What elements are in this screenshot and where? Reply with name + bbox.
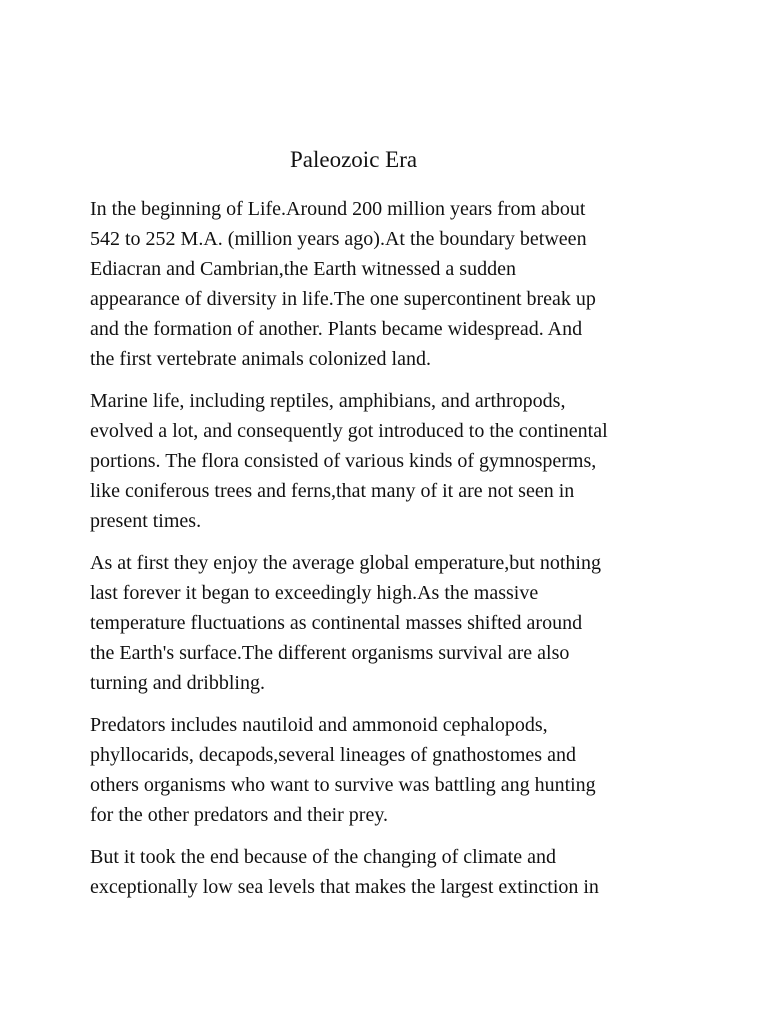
text-line: But it took the end because of the changing of climate and <box>90 846 556 868</box>
text-line: exceptionally low sea levels that makes the largest extinction in <box>90 876 599 898</box>
paragraph-4 <box>90 710 690 830</box>
text-line: and the formation of another. Plants became widespread. And <box>90 318 583 340</box>
document-body <box>90 194 690 914</box>
text-line: evolved a lot, and consequently got introduced to the continental <box>90 420 608 442</box>
text-line: Ediacran and Cambrian,the Earth witnessed a sudden <box>90 258 516 280</box>
text-line: In the beginning of Life.Around 200 million years from about <box>90 198 586 220</box>
text-line: present times. <box>90 510 202 532</box>
text-line: portions. The flora consisted of various kinds of gymnosperms, <box>90 450 597 472</box>
text-line: As at first they enjoy the average global emperature,but nothing <box>90 552 601 574</box>
paragraph-1 <box>90 194 690 374</box>
text-line: phyllocarids, decapods,several lineages of gnathostomes and <box>90 744 576 766</box>
text-line: for the other predators and their prey. <box>90 804 389 826</box>
text-line: the Earth's surface.The different organisms survival are also <box>90 642 570 664</box>
text-line: like coniferous trees and ferns,that many of it are not seen in <box>90 480 575 502</box>
text-line: 542 to 252 M.A. (million years ago).At the boundary between <box>90 228 587 250</box>
text-line: Predators includes nautiloid and ammonoid cephalopods, <box>90 714 548 736</box>
document-title: Paleozoic Era <box>290 147 418 172</box>
paragraph-3 <box>90 548 690 698</box>
paragraph-2 <box>90 386 690 536</box>
paragraph-5 <box>90 842 690 902</box>
text-line: temperature fluctuations as continental masses shifted around <box>90 612 583 634</box>
text-line: Marine life, including reptiles, amphibians, and arthropods, <box>90 390 566 412</box>
text-line: last forever it began to exceedingly high.As the massive <box>90 582 539 604</box>
text-line: appearance of diversity in life.The one supercontinent break up <box>90 288 596 310</box>
text-line: others organisms who want to survive was battling ang hunting <box>90 774 596 796</box>
text-line: the first vertebrate animals colonized land. <box>90 348 431 370</box>
text-line: turning and dribbling. <box>90 672 265 694</box>
